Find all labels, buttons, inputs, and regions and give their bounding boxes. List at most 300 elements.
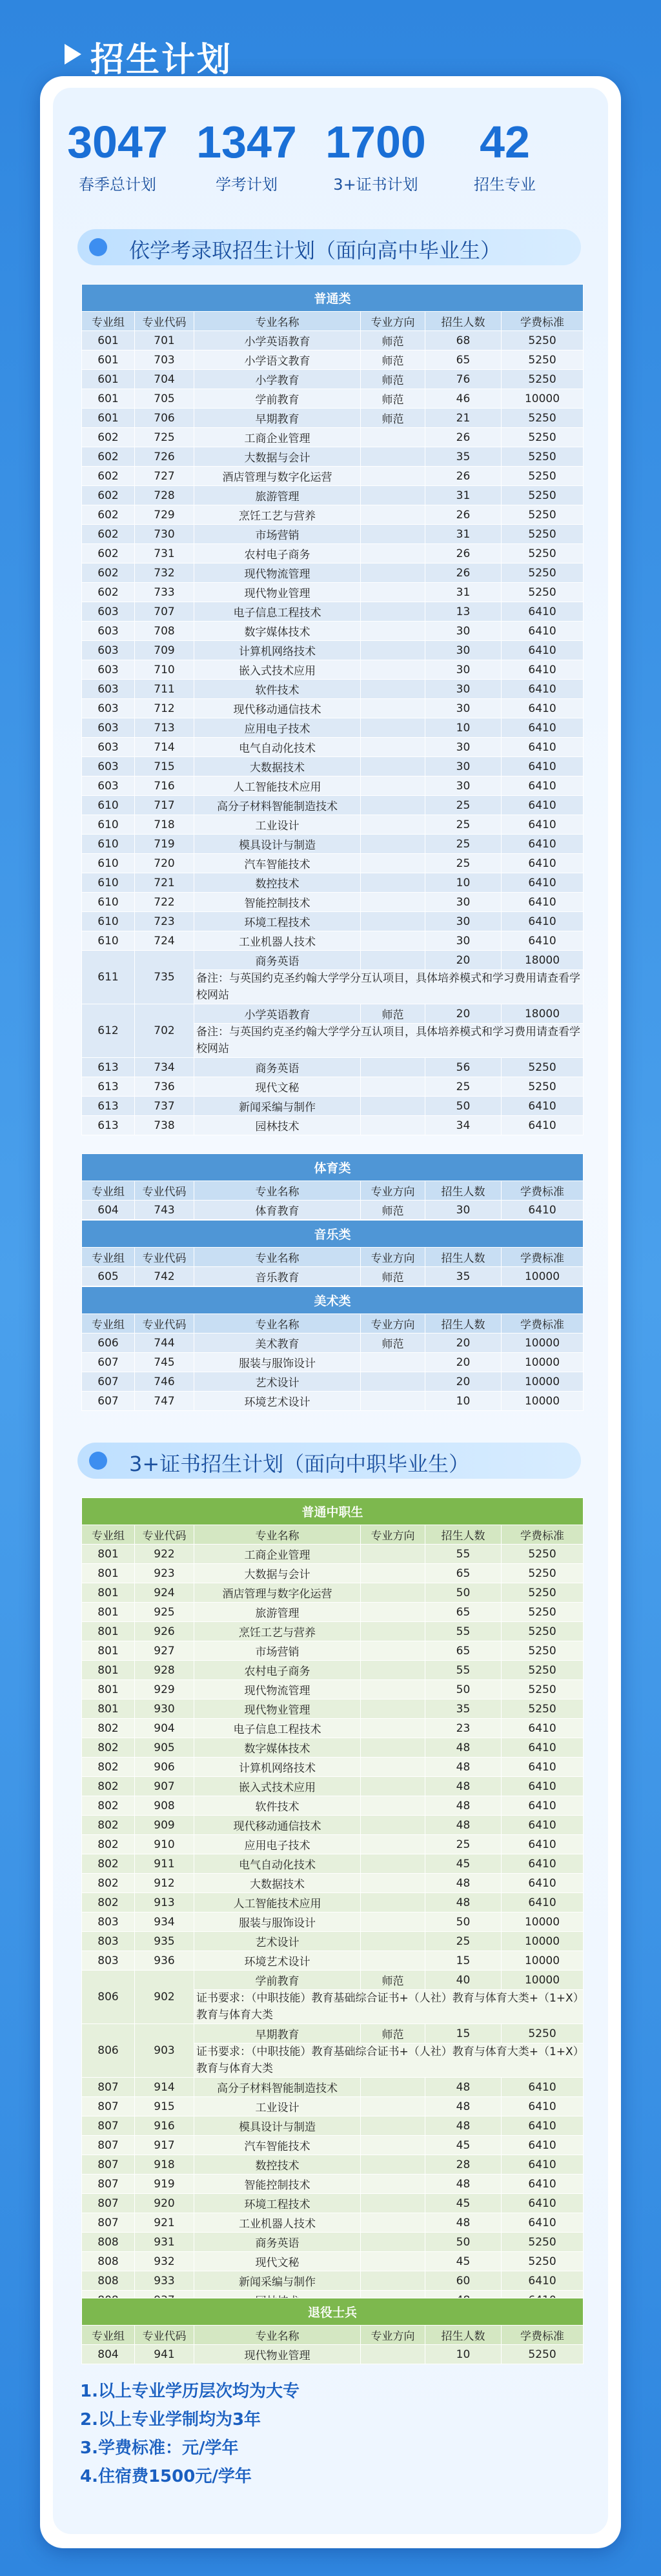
table-cell: 802 xyxy=(82,1758,135,1777)
table-cell: 934 xyxy=(135,1912,194,1932)
table-cell: 15 xyxy=(425,2024,502,2044)
table-row xyxy=(82,1353,584,1372)
table-cell: 13 xyxy=(425,602,502,622)
table-cell: 607 xyxy=(82,1353,135,1372)
stat-xuekao xyxy=(182,116,311,194)
table-cell xyxy=(361,1392,425,1411)
table-cell: 601 xyxy=(82,350,135,370)
table-cell: 906 xyxy=(135,1758,194,1777)
table-cell: 613 xyxy=(82,1058,135,1077)
column-header: 招生人数 xyxy=(425,1248,502,1267)
table-cell xyxy=(361,776,425,796)
table-cell: 30 xyxy=(425,699,502,718)
table-cell: 25 xyxy=(425,815,502,835)
table-cell: 6410 xyxy=(502,738,584,757)
table-row xyxy=(82,835,584,854)
table-cell: 603 xyxy=(82,699,135,718)
table-cell: 30 xyxy=(425,1201,502,1220)
table-cell: 55 xyxy=(425,1622,502,1641)
title-arrow-icon xyxy=(65,44,81,65)
table-cell: 6410 xyxy=(502,1738,584,1758)
table-cell: 802 xyxy=(82,1796,135,1816)
table-row xyxy=(82,1334,584,1353)
table-cell: 604 xyxy=(82,1201,135,1220)
table-row xyxy=(82,1372,584,1392)
table-cell: 工业机器人技术 xyxy=(194,931,361,951)
table-cell: 5250 xyxy=(502,563,584,583)
table-cell: 6410 xyxy=(502,835,584,854)
plan-table-art xyxy=(81,1286,584,1411)
table-category-title: 美术类 xyxy=(82,1287,584,1314)
table-cell: 模具设计与制造 xyxy=(194,835,361,854)
table-cell: 6410 xyxy=(502,2155,584,2175)
table-row xyxy=(82,370,584,389)
table-cell: 烹饪工艺与营养 xyxy=(194,505,361,525)
table-cell: 6410 xyxy=(502,2116,584,2136)
page-title: 招生计划 xyxy=(90,41,233,79)
table-row xyxy=(82,2233,584,2252)
table-cell xyxy=(361,2271,425,2291)
table-header-row xyxy=(82,1181,584,1201)
table-category-row xyxy=(82,1154,584,1181)
table-cell: 30 xyxy=(425,680,502,699)
table-row xyxy=(82,912,584,931)
table-row xyxy=(82,1603,584,1622)
table-cell: 智能控制技术 xyxy=(194,2175,361,2194)
table-category-row xyxy=(82,1221,584,1248)
table-cell: 10000 xyxy=(502,1971,584,1990)
table-cell: 603 xyxy=(82,641,135,660)
table-cell: 26 xyxy=(425,505,502,525)
table-row xyxy=(82,796,584,815)
section-title: 依学考录取招生计划（面向高中毕业生） xyxy=(129,238,502,263)
table-cell: 603 xyxy=(82,718,135,738)
table-cell: 725 xyxy=(135,428,194,447)
table-cell xyxy=(361,2155,425,2175)
table-cell: 35 xyxy=(425,447,502,467)
table-cell xyxy=(361,1719,425,1738)
table-cell: 65 xyxy=(425,1603,502,1622)
table-row xyxy=(82,1932,584,1951)
table-cell: 电子信息工程技术 xyxy=(194,1719,361,1738)
plan-table-general xyxy=(81,284,584,1135)
table-cell: 601 xyxy=(82,389,135,409)
column-header: 专业组 xyxy=(82,1248,135,1267)
table-row xyxy=(82,389,584,409)
table-cell: 嵌入式技术应用 xyxy=(194,660,361,680)
table-cell: 师范 xyxy=(361,1267,425,1286)
table-cell: 35 xyxy=(425,1699,502,1719)
table-cell xyxy=(361,738,425,757)
table-cell: 服装与服饰设计 xyxy=(194,1353,361,1372)
table-cell: 15 xyxy=(425,1951,502,1971)
table-cell: 702 xyxy=(135,1004,194,1058)
table-cell xyxy=(361,1738,425,1758)
table-cell: 嵌入式技术应用 xyxy=(194,1777,361,1796)
table-cell: 应用电子技术 xyxy=(194,1835,361,1854)
table-cell xyxy=(361,2213,425,2233)
table-cell: 50 xyxy=(425,1912,502,1932)
table-cell: 电气自动化技术 xyxy=(194,1854,361,1874)
table-cell xyxy=(361,835,425,854)
table-cell xyxy=(361,1603,425,1622)
column-header: 专业代码 xyxy=(135,1248,194,1267)
table-cell: 师范 xyxy=(361,1201,425,1220)
column-header: 招生人数 xyxy=(425,1525,502,1545)
table-cell: 807 xyxy=(82,2078,135,2097)
table-cell: 6410 xyxy=(502,757,584,776)
table-row xyxy=(82,1077,584,1097)
note-item: 2.以上专业学制均为3年 xyxy=(80,2410,261,2429)
table-cell: 25 xyxy=(425,1835,502,1854)
table-row xyxy=(82,1796,584,1816)
table-row xyxy=(82,1777,584,1796)
table-cell: 913 xyxy=(135,1893,194,1912)
table-cell: 艺术设计 xyxy=(194,1372,361,1392)
table-cell: 933 xyxy=(135,2271,194,2291)
table-cell: 45 xyxy=(425,2252,502,2271)
table-cell xyxy=(361,447,425,467)
table-cell: 体育教育 xyxy=(194,1201,361,1220)
table-cell: 927 xyxy=(135,1641,194,1661)
table-cell: 5250 xyxy=(502,428,584,447)
plan-table-veterans xyxy=(81,2298,584,2364)
table-cell: 5250 xyxy=(502,331,584,350)
table-cell: 工业设计 xyxy=(194,815,361,835)
table-cell: 6410 xyxy=(502,1874,584,1893)
table-cell: 汽车智能技术 xyxy=(194,2136,361,2155)
table-cell xyxy=(361,796,425,815)
table-cell: 音乐教育 xyxy=(194,1267,361,1286)
table-row xyxy=(82,563,584,583)
table-cell: 30 xyxy=(425,738,502,757)
table-cell: 603 xyxy=(82,602,135,622)
table-row xyxy=(82,505,584,525)
table-cell: 712 xyxy=(135,699,194,718)
table-header-row xyxy=(82,2326,584,2345)
column-header: 专业代码 xyxy=(135,312,194,331)
table-cell: 市场营销 xyxy=(194,525,361,544)
table-row xyxy=(82,583,584,602)
table-cell xyxy=(361,873,425,893)
table-cell: 25 xyxy=(425,854,502,873)
table-cell: 802 xyxy=(82,1777,135,1796)
table-cell: 801 xyxy=(82,1641,135,1661)
table-cell: 801 xyxy=(82,1583,135,1603)
table-cell: 高分子材料智能制造技术 xyxy=(194,796,361,815)
table-cell xyxy=(361,505,425,525)
table-cell xyxy=(361,815,425,835)
table-cell: 802 xyxy=(82,1738,135,1758)
plan-table-vocational xyxy=(81,1497,584,2329)
table-cell: 26 xyxy=(425,428,502,447)
table-cell: 607 xyxy=(82,1372,135,1392)
table-cell: 21 xyxy=(425,409,502,428)
table-cell: 707 xyxy=(135,602,194,622)
table-cell: 803 xyxy=(82,1932,135,1951)
column-header: 招生人数 xyxy=(425,2326,502,2345)
table-cell: 5250 xyxy=(502,1058,584,1077)
table-cell: 729 xyxy=(135,505,194,525)
table-cell: 65 xyxy=(425,1564,502,1583)
table-cell: 724 xyxy=(135,931,194,951)
table-cell: 6410 xyxy=(502,1835,584,1854)
table-cell: 807 xyxy=(82,2213,135,2233)
column-header: 招生人数 xyxy=(425,312,502,331)
table-cell: 6410 xyxy=(502,1116,584,1135)
table-cell: 6410 xyxy=(502,893,584,912)
table-cell xyxy=(361,1353,425,1372)
table-cell: 6410 xyxy=(502,2271,584,2291)
table-cell: 6410 xyxy=(502,2175,584,2194)
table-cell xyxy=(361,2194,425,2213)
table-cell: 903 xyxy=(135,2024,194,2078)
table-cell: 602 xyxy=(82,505,135,525)
table-cell: 603 xyxy=(82,738,135,757)
table-row xyxy=(82,1758,584,1777)
table-cell xyxy=(361,428,425,447)
table-cell: 5250 xyxy=(502,1641,584,1661)
stat-total xyxy=(53,116,182,194)
table-note: 证书要求：（中职技能）教育基础综合证书+（人社）教育与体育大类+（1+X）教育与体育大类 xyxy=(194,2044,584,2078)
table-cell: 26 xyxy=(425,544,502,563)
table-cell: 930 xyxy=(135,1699,194,1719)
stat-label: 春季总计划 xyxy=(79,176,156,194)
table-cell: 924 xyxy=(135,1583,194,1603)
table-row xyxy=(82,1097,584,1116)
table-cell: 30 xyxy=(425,776,502,796)
column-header: 专业代码 xyxy=(135,2326,194,2345)
table-cell: 601 xyxy=(82,409,135,428)
table-row xyxy=(82,2097,584,2116)
table-cell: 602 xyxy=(82,447,135,467)
table-cell: 6410 xyxy=(502,622,584,641)
table-cell: 模具设计与制造 xyxy=(194,2116,361,2136)
table-cell: 25 xyxy=(425,1077,502,1097)
table-cell: 6410 xyxy=(502,2136,584,2155)
table-cell: 925 xyxy=(135,1603,194,1622)
table-cell: 50 xyxy=(425,2233,502,2252)
table-row xyxy=(82,1738,584,1758)
table-cell: 48 xyxy=(425,1777,502,1796)
table-row xyxy=(82,1854,584,1874)
table-cell: 713 xyxy=(135,718,194,738)
table-row xyxy=(82,738,584,757)
table-cell: 705 xyxy=(135,389,194,409)
column-header: 专业名称 xyxy=(194,1525,361,1545)
table-category-row xyxy=(82,2298,584,2326)
table-cell: 5250 xyxy=(502,447,584,467)
table-cell: 小学英语教育 xyxy=(194,331,361,350)
table-cell: 6410 xyxy=(502,912,584,931)
table-cell: 610 xyxy=(82,912,135,931)
table-cell: 6410 xyxy=(502,641,584,660)
table-cell xyxy=(361,1680,425,1699)
table-cell: 6410 xyxy=(502,2078,584,2097)
note-item: 3.学费标准：元/学年 xyxy=(80,2439,239,2458)
column-header: 专业方向 xyxy=(361,1248,425,1267)
table-cell: 小学语文教育 xyxy=(194,350,361,370)
table-cell: 808 xyxy=(82,2271,135,2291)
table-cell: 610 xyxy=(82,873,135,893)
table-cell: 30 xyxy=(425,660,502,680)
table-cell: 现代物业管理 xyxy=(194,1699,361,1719)
table-cell: 709 xyxy=(135,641,194,660)
table-row xyxy=(82,893,584,912)
table-cell xyxy=(361,912,425,931)
table-cell: 10000 xyxy=(502,1372,584,1392)
table-row xyxy=(82,699,584,718)
table-cell: 706 xyxy=(135,409,194,428)
table-cell: 10 xyxy=(425,873,502,893)
notes-list xyxy=(80,2377,584,2491)
table-cell: 732 xyxy=(135,563,194,583)
table-cell: 941 xyxy=(135,2345,194,2364)
table-cell xyxy=(361,1777,425,1796)
table-cell: 23 xyxy=(425,1719,502,1738)
table-cell: 807 xyxy=(82,2116,135,2136)
section-dot-icon xyxy=(89,238,107,256)
table-cell: 801 xyxy=(82,1661,135,1680)
table-cell: 613 xyxy=(82,1097,135,1116)
table-row xyxy=(82,815,584,835)
table-cell: 746 xyxy=(135,1372,194,1392)
table-cell: 40 xyxy=(425,1971,502,1990)
table-cell: 6410 xyxy=(502,1796,584,1816)
table-cell: 730 xyxy=(135,525,194,544)
stat-number: 1347 xyxy=(196,117,297,167)
table-cell: 商务英语 xyxy=(194,1058,361,1077)
table-category-title: 普通中职生 xyxy=(82,1498,584,1525)
table-cell: 808 xyxy=(82,2233,135,2252)
table-cell xyxy=(361,1641,425,1661)
table-cell: 5250 xyxy=(502,2024,584,2044)
table-row xyxy=(82,873,584,893)
table-cell: 电气自动化技术 xyxy=(194,738,361,757)
table-cell xyxy=(361,854,425,873)
table-row xyxy=(82,1661,584,1680)
table-cell: 932 xyxy=(135,2252,194,2271)
column-header: 招生人数 xyxy=(425,1314,502,1334)
table-cell xyxy=(361,1372,425,1392)
table-cell: 734 xyxy=(135,1058,194,1077)
table-cell: 数控技术 xyxy=(194,873,361,893)
table-cell: 603 xyxy=(82,622,135,641)
table-cell: 大数据与会计 xyxy=(194,447,361,467)
table-cell xyxy=(361,718,425,738)
table-cell: 721 xyxy=(135,873,194,893)
table-cell: 738 xyxy=(135,1116,194,1135)
table-cell: 736 xyxy=(135,1077,194,1097)
table-cell: 数字媒体技术 xyxy=(194,622,361,641)
column-header: 招生人数 xyxy=(425,1181,502,1201)
table-cell: 610 xyxy=(82,815,135,835)
table-cell: 大数据技术 xyxy=(194,1874,361,1893)
table-cell: 602 xyxy=(82,544,135,563)
table-cell: 48 xyxy=(425,2078,502,2097)
table-cell: 744 xyxy=(135,1334,194,1353)
table-cell: 801 xyxy=(82,1699,135,1719)
table-category-row xyxy=(82,1498,584,1525)
column-header: 专业代码 xyxy=(135,1181,194,1201)
table-category-title: 退役士兵 xyxy=(82,2298,584,2326)
section-title: 3+证书招生计划（面向中职毕业生） xyxy=(129,1452,470,1476)
table-cell: 610 xyxy=(82,931,135,951)
table-cell: 10000 xyxy=(502,1353,584,1372)
table-cell: 大数据与会计 xyxy=(194,1564,361,1583)
table-cell xyxy=(361,2136,425,2155)
table-row xyxy=(82,2175,584,2194)
table-cell: 6410 xyxy=(502,2194,584,2213)
table-cell xyxy=(361,951,425,970)
table-cell: 703 xyxy=(135,350,194,370)
table-cell xyxy=(361,660,425,680)
table-cell: 现代文秘 xyxy=(194,1077,361,1097)
table-cell: 46 xyxy=(425,389,502,409)
plan-table-sports xyxy=(81,1153,584,1220)
table-cell: 55 xyxy=(425,1545,502,1564)
table-cell: 801 xyxy=(82,1622,135,1641)
table-row xyxy=(82,1893,584,1912)
table-cell xyxy=(361,1893,425,1912)
table-cell: 911 xyxy=(135,1854,194,1874)
table-row xyxy=(82,1951,584,1971)
column-header: 专业组 xyxy=(82,1314,135,1334)
table-cell xyxy=(361,1699,425,1719)
table-cell: 912 xyxy=(135,1874,194,1893)
table-row xyxy=(82,1201,584,1220)
table-cell: 汽车智能技术 xyxy=(194,854,361,873)
table-cell xyxy=(361,2252,425,2271)
stat-number: 3047 xyxy=(67,117,168,167)
table-cell: 923 xyxy=(135,1564,194,1583)
table-cell: 910 xyxy=(135,1835,194,1854)
table-row xyxy=(82,544,584,563)
table-cell: 745 xyxy=(135,1353,194,1372)
table-cell: 高分子材料智能制造技术 xyxy=(194,2078,361,2097)
table-cell: 807 xyxy=(82,2155,135,2175)
table-cell xyxy=(361,525,425,544)
table-cell: 48 xyxy=(425,1816,502,1835)
table-cell: 5250 xyxy=(502,370,584,389)
table-row xyxy=(82,2136,584,2155)
table-cell: 907 xyxy=(135,1777,194,1796)
table-cell: 10000 xyxy=(502,1932,584,1951)
table-row xyxy=(82,1058,584,1077)
table-cell: 48 xyxy=(425,2097,502,2116)
table-cell: 50 xyxy=(425,1680,502,1699)
table-row xyxy=(82,1680,584,1699)
table-cell: 服装与服饰设计 xyxy=(194,1912,361,1932)
table-cell: 酒店管理与数字化运营 xyxy=(194,467,361,486)
table-cell: 5250 xyxy=(502,525,584,544)
stat-certificate xyxy=(311,116,440,194)
table-cell: 743 xyxy=(135,1201,194,1220)
table-cell: 5250 xyxy=(502,467,584,486)
table-cell: 6410 xyxy=(502,1201,584,1220)
table-cell: 801 xyxy=(82,1603,135,1622)
table-cell: 艺术设计 xyxy=(194,1932,361,1951)
table-cell: 5250 xyxy=(502,1077,584,1097)
column-header: 专业组 xyxy=(82,2326,135,2345)
table-cell: 48 xyxy=(425,1893,502,1912)
table-cell: 早期教育 xyxy=(194,409,361,428)
table-cell: 6410 xyxy=(502,1777,584,1796)
table-cell: 小学英语教育 xyxy=(194,1004,361,1024)
table-cell: 现代物业管理 xyxy=(194,2345,361,2364)
table-cell: 工业设计 xyxy=(194,2097,361,2116)
table-cell: 师范 xyxy=(361,409,425,428)
